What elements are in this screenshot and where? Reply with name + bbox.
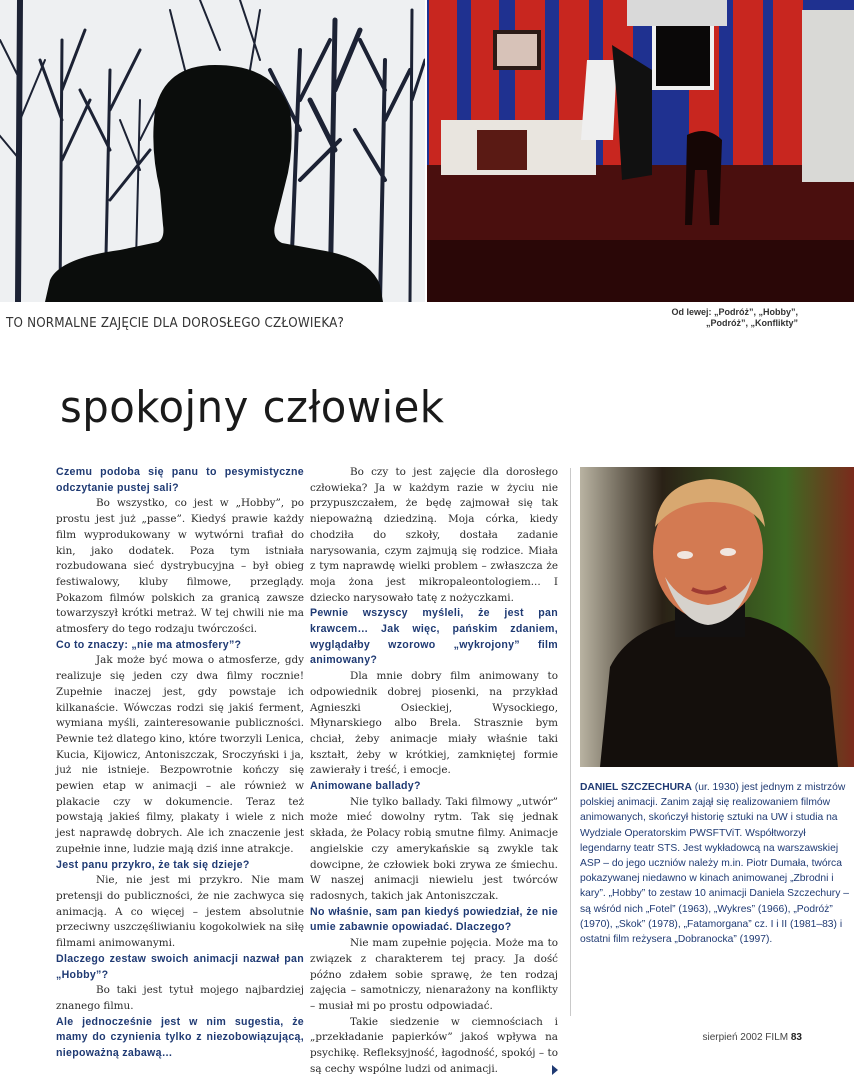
silhouette-forest-illustration: [0, 0, 425, 302]
article-column-2: [310, 465, 558, 1077]
page-folio: [702, 1032, 802, 1043]
interview-answer: Takie siedzenie w ciemnościach i „przekładanie papierków” jakoś wpływa na psychikę. Refleksyjność, łagodność, spokój – to są cechy wspólne ludzi od animacji.: [310, 1015, 558, 1075]
article-title: spokojny człowiek: [60, 382, 445, 433]
interview-answer: Bo wszystko, co jest w „Hobby”, po prostu jest już „passe”. Kiedyś prawie każdy film wyprodukowany w wytwórni trafiał do kin, jako dodatek. Poza tym istniała rozbudowana sieć dystrybucyjna – był obieg festiwalowy, kluby filmowe, przeglądy. Pokazom filmów polskich za granicą zawsze towarzyszył krótki metraż. W tej chwili nie ma atmosfery do tego rodzaju twórczości.: [56, 497, 304, 636]
interview-answer: Jak może być mowa o atmosferze, gdy realizuje się jeden czy dwa filmy rocznie! Zupełnie inaczej jest, gdy powstaje ich kilkanaście. Wówczas rodzi się jakiś ferment, wymiana myśli, zainteresowanie publiczności. Pewnie też dlatego kino, które tworzyli Lenica, Kucia, Kijowicz, Antoniszczak, Sroczyński i ja, już nie istnieje. Bezpowrotnie kończy się pewien etap w animacji – ale również w plakacie czy w dokumencie. Teraz też powstają jakieś filmy, plakaty i wiele z nich jest naprawdę dobrych. Ale ich znaczenie jest zupełnie inne, ludzie mają dziś inne atrakcje.: [56, 654, 304, 855]
portrait-photo: [580, 467, 854, 767]
interview-answer: Bo czy to jest zajęcie dla dorosłego człowieka? Ja w każdym razie w życiu nie przypuszczałem, że będę zajmował się tak niepoważną dziedziną. Moja córka, kiedy chodziła do szkoły, dostała zadanie narysowania, czym zajmują się rodzice. Miała z tym naprawdę wielki problem – zwłaszcza że moja żona jest mikropaleontologiem... I dziecko narysowało tatę z nożyczkami.: [310, 466, 558, 604]
kicker-headline: TO NORMALNE ZAJĘCIE DLA DOROSŁEGO CZŁOWIEKA?: [6, 316, 345, 331]
interview-answer: Nie, nie jest mi przykro. Nie mam pretensji do publiczności, że nie zachwyca się animacją. A co więcej – jestem absolutnie przeciwny uszczęśliwianiu kogokolwiek na siłę filmami animowanymi.: [56, 874, 304, 950]
photo-hobby-silhouette: [0, 0, 425, 302]
portrait-daniel-szczechura: [580, 467, 854, 767]
stage-room-scene: [427, 0, 854, 302]
page-number: 83: [790, 1032, 802, 1043]
interview-question: Animowane ballady?: [310, 780, 421, 793]
column-divider: [570, 468, 571, 1016]
interview-answer: Dla mnie dobry film animowany to odpowiednik dobrej piosenki, na przykład Agnieszki Osieckiej, Wysockiego, Młynarskiego albo Brela. Strasznie bym chciał, żeby animacje miały właśnie taki kształt, żeby w krótkiej, zamkniętej formie zawierały i treść, i emocje.: [310, 670, 558, 777]
author-bio: [580, 780, 850, 947]
interview-question: Dlaczego zestaw swoich animacji nazwał pan „Hobby”?: [56, 952, 304, 981]
photo-caption-line-2: „Podróż”, „Konflikty”: [706, 318, 798, 328]
interview-answer: Bo taki jest tytuł mojego najbardziej znanego filmu.: [56, 984, 304, 1012]
interview-question: No właśnie, sam pan kiedyś powiedział, że nie umie zabawnie opowiadać. Dlaczego?: [310, 905, 558, 934]
interview-question: Jest panu przykro, że tak się dzieje?: [56, 858, 250, 871]
interview-answer: Nie mam zupełnie pojęcia. Może ma to związek z charakterem tej pracy. Ja dość późno zdałem sobie sprawę, że ten rodzaj zajęcia – samotniczy, nienarażony na konflikty – musiał mi po prostu odpowiadać.: [310, 937, 558, 1012]
bio-text: (ur. 1930) jest jednym z mistrzów polskiej animacji. Zanim zajął się realizowaniem filmów animowanych, skończył historię sztuki na UW i studia na Wydziale Operatorskim PWSFTViT. Współtworzył legendarny teatr STS. Jest wykładowcą na warszawskiej ASP – do jego uczniów należy m.in. Piotr Dumała, twórca pokazywanej niedawno w kinach animowanej „Zbrodni i kary”. „Hobby” to zestaw 10 animacji Daniela Szczechury – są wśród nich „Fotel” (1963), „Wykres” (1966), „Podróż” (1970), „Skok” (1978), „Fatamorgana” cz. I i II (1981–83) i ostatni film reżysera „Dobranocka” (1997).: [580, 782, 849, 946]
bio-name: DANIEL SZCZECHURA: [580, 782, 692, 793]
interview-question: Czemu podoba się panu to pesymistyczne odczytanie pustej sali?: [56, 466, 304, 494]
interview-question: Ale jednocześnie jest w nim sugestia, że mamy do czynienia tylko z niezobowiązującą, niepoważną zabawą…: [56, 1015, 304, 1060]
photo-caption: [671, 307, 798, 329]
article-column-1: [56, 465, 304, 1062]
interview-question: Pewnie wszyscy myśleli, że jest pan krawcem… Jak więc, pańskim zdaniem, wyglądałby wzorowo „wykrojony” film animowany?: [310, 607, 558, 667]
interview-answer: Nie tylko ballady. Taki filmowy „utwór” może mieć dowolny rytm. Tak się jednak składa, że Polacy robią smutne filmy. Animacje angielskie czy amerykańskie są zwykle tak dowcipne, że człowiek boki zrywa ze śmiechu. W naszej animacji niewielu jest twórców radosnych, takich jak Antoniszczak.: [310, 795, 558, 902]
photo-caption-line-1: Od lewej: „Podróż”, „Hobby”,: [671, 307, 798, 317]
photo-podroz-stage: [427, 0, 854, 302]
end-of-article-triangle-icon: [552, 1065, 558, 1075]
folio-issue: sierpień 2002 FILM: [702, 1032, 789, 1043]
interview-question: Co to znaczy: „nie ma atmosfery”?: [56, 638, 242, 651]
